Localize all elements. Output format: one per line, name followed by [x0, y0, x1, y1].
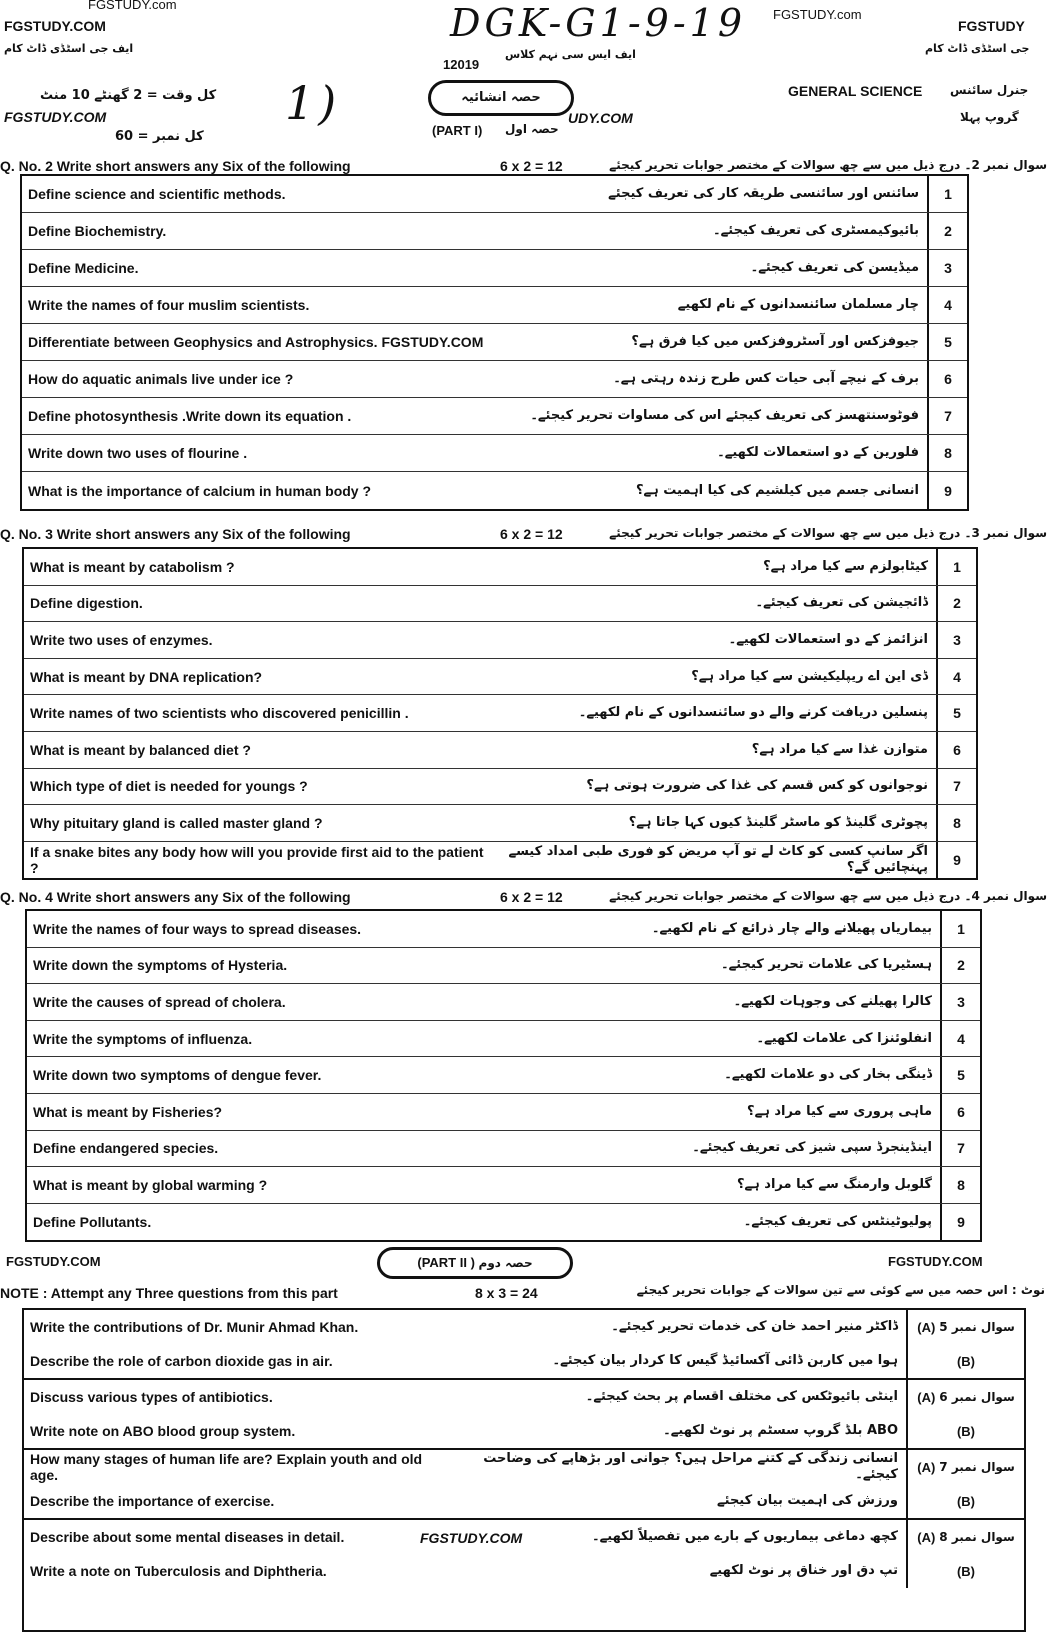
- question-text-urdu: انفلوئنزا کی علامات لکھیے۔: [756, 1030, 932, 1046]
- short-questions-table: [20, 174, 969, 511]
- question-text: Write down two symptoms of dengue fever.: [33, 1067, 322, 1084]
- question-text-urdu: اگر سانپ کسی کو کاٹ لے تو آپ مریض کو فوری طبی امداد کیسے پہنچائیں گے؟: [508, 844, 928, 876]
- question-text: How do aquatic animals live under ice ?: [28, 371, 294, 387]
- site-name: FGSTUDY.COM: [4, 18, 106, 34]
- question-number: 9: [940, 1204, 980, 1241]
- part-letter: (A): [917, 1529, 936, 1545]
- question-text: If a snake bites any body how will you provide first aid to the patient ?: [30, 844, 484, 877]
- question-text: Write note on ABO blood group system.: [30, 1423, 296, 1439]
- question-text-urdu: متوازن غذا سے کیا مراد ہے؟: [751, 741, 928, 757]
- question-text: Discuss various types of antibiotics.: [30, 1389, 273, 1405]
- question-text-urdu: تپ دق اور خناق پر نوٹ لکھیے: [709, 1563, 898, 1578]
- question-instruction-urdu: سوال نمبر 2۔ درج ذیل میں سے چھ سوالات کے مختصر جوابات تحریر کیجئے: [609, 158, 1047, 172]
- question-row: [27, 1167, 980, 1204]
- question-text: Write the names of four muslim scientists.: [28, 297, 310, 313]
- part2-label-urdu: حصہ دوم: [478, 1256, 533, 1270]
- question-label: [906, 1554, 1024, 1588]
- question-row: [24, 695, 976, 732]
- question-row: [24, 769, 976, 806]
- short-questions-table: [25, 909, 982, 1242]
- question-text-urdu: فوٹوسنتھسز کی تعریف کیجئے اس کی مساوات تحریر کیجئے۔: [530, 408, 919, 423]
- handwritten-paper-code: DGK-G1-9-19: [450, 1, 747, 45]
- question-text: What is meant by balanced diet ?: [30, 741, 251, 758]
- question-text: Define Biochemistry.: [28, 223, 167, 239]
- question-number: 2: [940, 948, 980, 984]
- question-text-urdu: چار مسلمان سائنسدانوں کے نام لکھیے: [677, 297, 919, 312]
- question-text-urdu: ABO بلڈ گروپ سسٹم پر نوٹ لکھیے۔: [663, 1423, 898, 1438]
- question-row: [27, 1131, 980, 1168]
- question-number: 8: [936, 805, 976, 841]
- part-label: (PART I): [432, 123, 483, 138]
- question-text-urdu: پچوٹری گلینڈ کو ماسٹر گلینڈ کیوں کہا جاتا ہے؟: [628, 814, 928, 830]
- question-row: [24, 586, 976, 623]
- part-letter: (B): [956, 1563, 976, 1579]
- question-text: How many stages of human life are? Explain youth and old age.: [30, 1451, 423, 1483]
- watermark: FGSTUDY.COM: [420, 1530, 523, 1546]
- question-label: [906, 1380, 1024, 1414]
- question-text: Write two uses of enzymes.: [30, 631, 213, 648]
- question-instruction: Q. No. 2 Write short answers any Six of the following: [0, 158, 351, 174]
- question-text: What is meant by Fisheries?: [33, 1103, 223, 1120]
- question-text: Write the causes of spread of cholera.: [33, 993, 286, 1010]
- long-question-group: [24, 1520, 1024, 1588]
- question-text-urdu: بائیوکیمسٹری کی تعریف کیجئے۔: [713, 223, 919, 238]
- question-number-urdu: سوال نمبر 5: [939, 1320, 1015, 1334]
- question-label: [906, 1310, 1024, 1344]
- question-text-urdu: پولیوٹینٹس کی تعریف کیجئے۔: [743, 1214, 932, 1230]
- question-instruction-urdu: سوال نمبر 3۔ درج ذیل میں سے چھ سوالات کے مختصر جوابات تحریر کیجئے: [609, 526, 1047, 540]
- question-row: [27, 1021, 980, 1058]
- question-row: [24, 805, 976, 842]
- question-row: [27, 1204, 980, 1241]
- long-question-row: [24, 1484, 1024, 1518]
- question-label: [906, 1520, 1024, 1554]
- question-marks: 6 x 2 = 12: [500, 158, 563, 174]
- question-text: Describe about some mental diseases in detail.: [30, 1529, 345, 1545]
- question-marks: 6 x 2 = 12: [500, 526, 563, 542]
- question-number: 9: [927, 472, 967, 509]
- question-text: Write the symptoms of influenza.: [33, 1030, 253, 1047]
- question-text-urdu: ورزش کی اہمیت بیان کیجئے: [717, 1493, 898, 1508]
- question-text: Define Pollutants.: [33, 1214, 152, 1231]
- question-number-urdu: سوال نمبر 6: [939, 1390, 1015, 1404]
- question-text-urdu: انزائمز کے دو استعمالات لکھیے۔: [728, 631, 928, 647]
- question-row: [22, 287, 967, 324]
- part-letter: (A): [917, 1459, 936, 1475]
- question-number: 9: [936, 842, 976, 879]
- question-number-urdu: سوال نمبر 7: [939, 1460, 1015, 1474]
- part2-questions-table: [22, 1308, 1026, 1632]
- site-name-urdu: ایف جی اسٹڈی ڈاٹ کام: [4, 42, 134, 55]
- part2-note: NOTE : Attempt any Three questions from this part: [0, 1285, 338, 1301]
- question-text-urdu: پنسلین دریافت کرنے والے دو سائنسدانوں کے نام لکھیے۔: [578, 705, 928, 721]
- question-number: 6: [927, 361, 967, 397]
- question-number: 4: [927, 287, 967, 323]
- question-text: Define science and scientific methods.: [28, 186, 286, 202]
- question-row: [22, 213, 967, 250]
- site-name: UDY.COM: [568, 110, 633, 126]
- question-number: 5: [936, 695, 976, 731]
- question-text: What is meant by catabolism ?: [30, 558, 235, 575]
- site-name: FGSTUDY.COM: [6, 1254, 101, 1269]
- question-text-urdu: برف کے نیچے آبی حیات کس طرح زندہ رہتی ہے۔: [613, 371, 919, 386]
- site-name: FGSTUDY.COM: [4, 109, 107, 125]
- question-row: [22, 250, 967, 287]
- part-letter: (A): [917, 1319, 936, 1335]
- question-number: 1: [927, 176, 967, 212]
- watermark: FGSTUDY.com: [88, 0, 177, 12]
- question-number: 6: [936, 732, 976, 768]
- question-label: [906, 1450, 1024, 1484]
- question-row: [22, 324, 967, 361]
- site-name: FGSTUDY: [958, 18, 1025, 34]
- question-row: [22, 398, 967, 435]
- question-number: 7: [940, 1131, 980, 1167]
- question-row: [22, 176, 967, 213]
- site-name-urdu: جی اسٹڈی ڈاٹ کام: [925, 42, 1030, 55]
- question-text-urdu: انسانی زندگی کے کتنے مراحل ہیں؟ جوانی اور بڑھاپے کی وضاحت کیجئے۔: [483, 1451, 898, 1482]
- question-text: Which type of diet is needed for youngs ?: [30, 778, 308, 795]
- question-number: 5: [927, 324, 967, 360]
- long-question-row: [24, 1380, 1024, 1414]
- question-text: Define digestion.: [30, 595, 143, 612]
- question-number: 7: [927, 398, 967, 434]
- question-text: Write down two uses of flourine .: [28, 445, 248, 461]
- question-number: 6: [940, 1094, 980, 1130]
- question-number: 3: [927, 250, 967, 286]
- long-question-row: [24, 1520, 1024, 1554]
- question-row: [27, 911, 980, 948]
- question-number: 2: [936, 586, 976, 622]
- question-number: 5: [940, 1057, 980, 1093]
- question-text-urdu: ڈائجیشن کی تعریف کیجئے۔: [755, 595, 928, 611]
- question-text-urdu: کالرا پھیلنے کی وجوہات لکھیے۔: [733, 993, 932, 1009]
- question-text: Differentiate between Geophysics and Astrophysics. FGSTUDY.COM: [28, 334, 484, 350]
- question-text: Write a note on Tuberculosis and Diphtheria.: [30, 1563, 327, 1579]
- part-letter: (B): [956, 1423, 976, 1439]
- question-row: [24, 659, 976, 696]
- question-text-urdu: فلورین کے دو استعمالات لکھیے۔: [717, 445, 919, 460]
- total-time: کل وقت = 2 گھنٹے 10 منٹ: [40, 88, 217, 103]
- question-text: What is meant by DNA replication?: [30, 668, 263, 685]
- long-question-group: [24, 1450, 1024, 1520]
- long-question-group: [24, 1310, 1024, 1380]
- question-text-urdu: کچھ دماغی بیماریوں کے بارے میں تفصیلاً لکھیے۔: [592, 1529, 898, 1544]
- question-instruction: Q. No. 3 Write short answers any Six of the following: [0, 526, 351, 542]
- long-question-group: [24, 1380, 1024, 1450]
- part2-marks: 8 x 3 = 24: [475, 1285, 538, 1301]
- part-label-urdu: حصہ اول: [505, 122, 559, 136]
- question-number: 4: [940, 1021, 980, 1057]
- question-text-urdu: ڈینگی بخار کی دو علامات لکھیے۔: [724, 1067, 932, 1083]
- question-text: Write the contributions of Dr. Munir Ahmad Khan.: [30, 1319, 359, 1335]
- handwritten-mark: 1): [285, 76, 341, 130]
- part2-label: (PART II ): [417, 1255, 475, 1270]
- long-question-row: [24, 1414, 1024, 1448]
- long-question-row: [24, 1554, 1024, 1588]
- question-number: 7: [936, 769, 976, 805]
- question-number: 3: [940, 984, 980, 1020]
- question-text: Write the names of four ways to spread diseases.: [33, 920, 362, 937]
- question-label: [906, 1484, 1024, 1518]
- question-text-urdu: گلوبل وارمنگ سے کیا مراد ہے؟: [736, 1176, 932, 1192]
- question-row: [24, 842, 976, 879]
- question-text-urdu: ماہی پروری سے کیا مراد ہے؟: [747, 1103, 932, 1119]
- question-text-urdu: اینٹی بائیوٹکس کی مختلف اقسام پر بحث کیجئے۔: [585, 1389, 898, 1404]
- question-instruction: Q. No. 4 Write short answers any Six of the following: [0, 889, 351, 905]
- question-label: [906, 1414, 1024, 1448]
- year: 12019: [443, 57, 480, 72]
- subjective-section-badge: حصہ انشائیہ: [428, 80, 574, 116]
- site-name: FGSTUDY.COM: [888, 1254, 983, 1269]
- question-row: [27, 1057, 980, 1094]
- long-question-row: [24, 1344, 1024, 1378]
- question-row: [24, 549, 976, 586]
- part-letter: (B): [956, 1353, 976, 1369]
- question-text-urdu: ہسٹیریا کی علامات تحریر کیجئے۔: [721, 957, 932, 973]
- question-number: 8: [940, 1167, 980, 1203]
- question-text: Define endangered species.: [33, 1140, 219, 1157]
- part-letter: (A): [917, 1389, 936, 1405]
- watermark: FGSTUDY.com: [773, 7, 862, 22]
- question-text: What is the importance of calcium in human body ?: [28, 482, 372, 499]
- question-text-urdu: بیماریاں پھیلانے والے چار ذرائع کے نام لکھیے۔: [651, 920, 932, 936]
- part2-note-urdu: نوٹ : اس حصہ میں سے کوئی سے تین سوالات کے جوابات تحریر کیجئے: [636, 1283, 1045, 1297]
- question-text: Write names of two scientists who discovered penicillin .: [30, 705, 409, 722]
- question-row: [22, 472, 967, 509]
- question-text: Describe the role of carbon dioxide gas in air.: [30, 1353, 333, 1369]
- question-marks: 6 x 2 = 12: [500, 889, 563, 905]
- question-row: [27, 984, 980, 1021]
- group-label: گروپ پہلا: [960, 110, 1019, 124]
- question-number: 2: [927, 213, 967, 249]
- question-number-urdu: سوال نمبر 8: [939, 1530, 1015, 1544]
- question-number: 4: [936, 659, 976, 695]
- question-text: Write down the symptoms of Hysteria.: [33, 957, 288, 974]
- class-label: ایف ایس سی نہم کلاس: [505, 48, 636, 61]
- question-text: Define photosynthesis .Write down its equation .: [28, 408, 352, 424]
- question-text-urdu: نوجوانوں کو کس قسم کی غذا کی ضرورت ہوتی ہے؟: [586, 778, 928, 794]
- question-text: Why pituitary gland is called master gland ?: [30, 814, 323, 831]
- subject-title-urdu: جنرل سائنس: [950, 83, 1029, 97]
- subject-title: GENERAL SCIENCE: [788, 83, 923, 99]
- question-row: [27, 948, 980, 985]
- question-row: [24, 622, 976, 659]
- short-questions-table: [22, 547, 978, 880]
- question-text-urdu: میڈیسن کی تعریف کیجئے۔: [750, 260, 919, 275]
- question-text-urdu: ڈی این اے ریپلیکیشن سے کیا مراد ہے؟: [691, 668, 928, 684]
- question-row: [22, 435, 967, 472]
- question-text: What is meant by global warming ?: [33, 1176, 268, 1193]
- long-question-row: [24, 1310, 1024, 1344]
- question-number: 8: [927, 435, 967, 471]
- question-number: 1: [936, 549, 976, 585]
- question-text: Describe the importance of exercise.: [30, 1493, 275, 1509]
- question-row: [27, 1094, 980, 1131]
- question-number: 1: [940, 911, 980, 947]
- question-text-urdu: سائنس اور سائنسی طریقہ کار کی تعریف کیجئے: [608, 186, 919, 201]
- question-label: [906, 1344, 1024, 1378]
- question-row: [22, 361, 967, 398]
- question-text-urdu: ڈاکٹر منیر احمد خان کی خدمات تحریر کیجئے۔: [611, 1319, 898, 1334]
- total-marks: کل نمبر = 60: [115, 129, 204, 144]
- long-question-row: [24, 1450, 1024, 1484]
- question-text-urdu: ہوا میں کاربن ڈائی آکسائیڈ گیس کا کردار بیان کیجئے۔: [552, 1353, 898, 1368]
- question-text: Define Medicine.: [28, 260, 139, 276]
- part2-badge: [377, 1247, 573, 1279]
- question-row: [24, 732, 976, 769]
- question-number: 3: [936, 622, 976, 658]
- question-text-urdu: انسانی جسم میں کیلشیم کی کیا اہمیت ہے؟: [635, 482, 919, 498]
- question-text-urdu: جیوفزکس اور آسٹروفزکس میں کیا فرق ہے؟: [631, 334, 919, 349]
- question-text-urdu: اینڈینجرڈ سپی شیز کی تعریف کیجئے۔: [692, 1140, 932, 1156]
- part-letter: (B): [956, 1493, 976, 1509]
- question-text-urdu: کیٹابولزم سے کیا مراد ہے؟: [763, 558, 928, 574]
- question-instruction-urdu: سوال نمبر 4۔ درج ذیل میں سے چھ سوالات کے مختصر جوابات تحریر کیجئے: [609, 889, 1047, 903]
